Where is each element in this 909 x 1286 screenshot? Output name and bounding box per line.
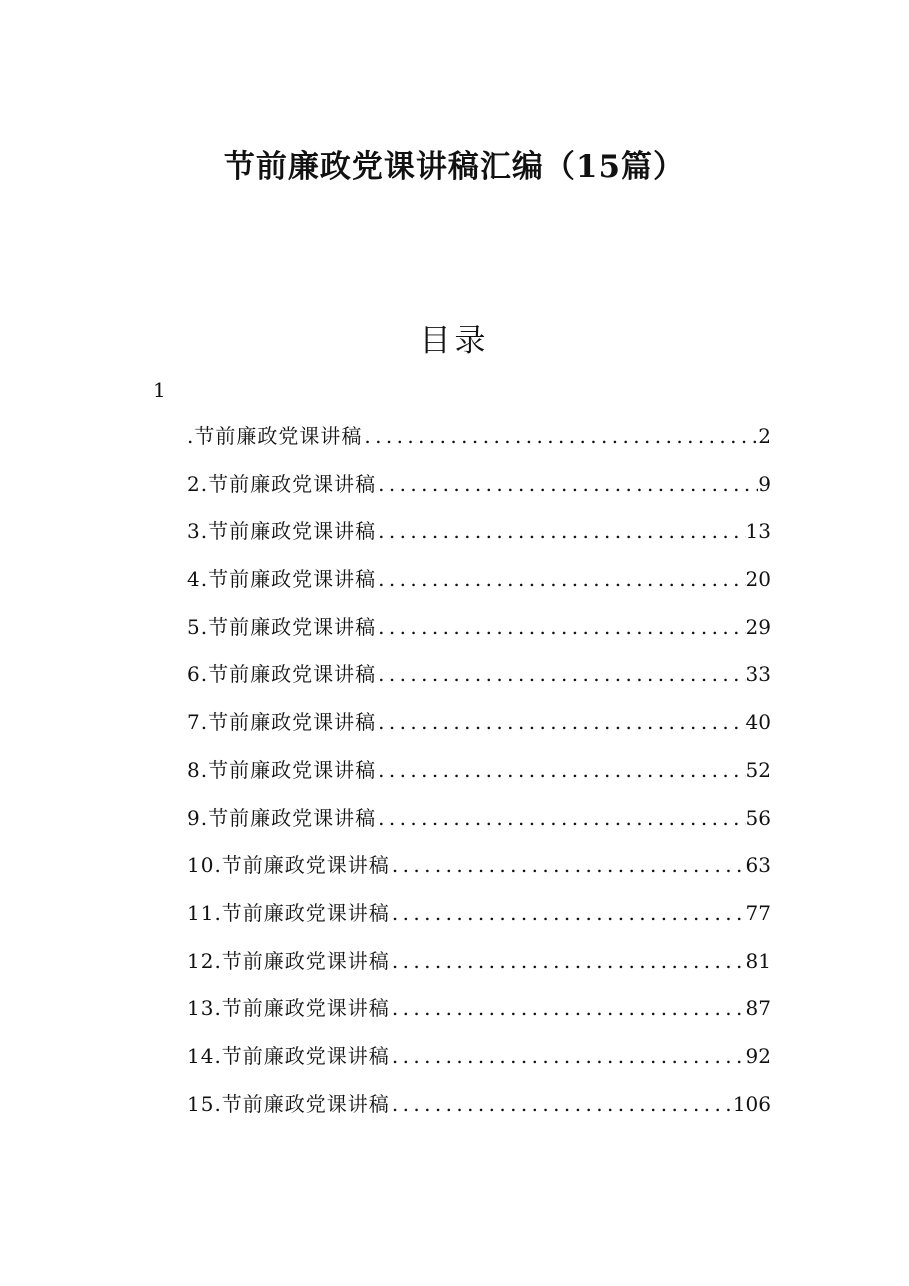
toc-entry-page: 20 — [745, 567, 771, 592]
toc-entry[interactable] — [187, 946, 771, 994]
toc-entry-label: 11.节前廉政党课讲稿 — [187, 900, 390, 925]
toc-entry-label: 13.节前廉政党课讲稿 — [187, 996, 390, 1021]
table-of-contents — [187, 421, 771, 1136]
toc-entry-label: 10.节前廉政党课讲稿 — [187, 853, 390, 878]
toc-entry-label: 12.节前廉政党课讲稿 — [187, 948, 390, 973]
toc-dot-leader — [376, 612, 745, 642]
toc-entry-page: 77 — [745, 900, 771, 925]
toc-entry[interactable] — [187, 1089, 771, 1137]
toc-entry[interactable] — [187, 755, 771, 803]
toc-entry-label: 9.节前廉政党课讲稿 — [187, 805, 377, 830]
toc-entry-page: 40 — [745, 710, 771, 735]
toc-entry-page: 106 — [732, 1091, 771, 1116]
toc-entry-label: 15.节前廉政党课讲稿 — [187, 1091, 390, 1116]
toc-dot-leader — [376, 469, 758, 499]
toc-dot-leader — [390, 1089, 733, 1119]
toc-dot-leader — [362, 421, 758, 451]
toc-dot-leader — [390, 946, 746, 976]
document-title: 节前廉政党课讲稿汇编（15篇） — [223, 149, 686, 185]
toc-entry[interactable] — [187, 993, 771, 1041]
toc-entry-page: 2 — [758, 424, 771, 448]
toc-entry[interactable] — [187, 707, 771, 755]
toc-entry[interactable] — [187, 421, 771, 469]
toc-dot-leader — [376, 564, 745, 594]
toc-entry-page: 9 — [758, 471, 771, 496]
toc-entry[interactable] — [187, 1041, 771, 1089]
toc-entry-label: 7.节前廉政党课讲稿 — [187, 710, 377, 735]
toc-dot-leader — [390, 993, 746, 1023]
toc-entry-page: 13 — [745, 519, 771, 544]
toc-entry[interactable] — [187, 564, 771, 612]
toc-entry-label: 6.节前廉政党课讲稿 — [187, 662, 377, 687]
toc-entry[interactable] — [187, 898, 771, 946]
toc-entry-page: 87 — [745, 996, 771, 1021]
toc-dot-leader — [376, 755, 745, 785]
toc-dot-leader — [376, 707, 745, 737]
toc-entry-label: .节前廉政党课讲稿 — [187, 424, 363, 448]
toc-heading: 目录 — [419, 323, 490, 359]
toc-dot-leader — [390, 1041, 746, 1071]
toc-entry-page: 33 — [745, 662, 771, 687]
toc-entry-page: 63 — [745, 853, 771, 878]
toc-entry-page: 56 — [745, 805, 771, 830]
toc-entry-label: 2.节前廉政党课讲稿 — [187, 471, 377, 496]
toc-entry[interactable] — [187, 850, 771, 898]
toc-entry-page: 81 — [745, 948, 771, 973]
toc-entry[interactable] — [187, 612, 771, 660]
toc-entry[interactable] — [187, 516, 771, 564]
toc-entry-label: 3.节前廉政党课讲稿 — [187, 519, 377, 544]
toc-entry-label: 14.节前廉政党课讲稿 — [187, 1043, 390, 1068]
toc-entry[interactable] — [187, 803, 771, 851]
toc-dot-leader — [376, 803, 745, 833]
toc-dot-leader — [376, 516, 745, 546]
toc-entry[interactable] — [187, 469, 771, 517]
toc-entry-page: 92 — [745, 1043, 771, 1068]
toc-entry[interactable] — [187, 659, 771, 707]
toc-entry-page: 52 — [745, 757, 771, 782]
toc-entry-page: 29 — [745, 614, 771, 639]
toc-entry-label: 4.节前廉政党课讲稿 — [187, 567, 377, 592]
toc-entry-label: 8.节前廉政党课讲稿 — [187, 757, 377, 782]
toc-dot-leader — [376, 659, 745, 689]
toc-entry-label: 5.节前廉政党课讲稿 — [187, 614, 377, 639]
toc-prefix-number: 1 — [153, 378, 166, 402]
toc-dot-leader — [390, 898, 746, 928]
toc-dot-leader — [390, 850, 746, 880]
